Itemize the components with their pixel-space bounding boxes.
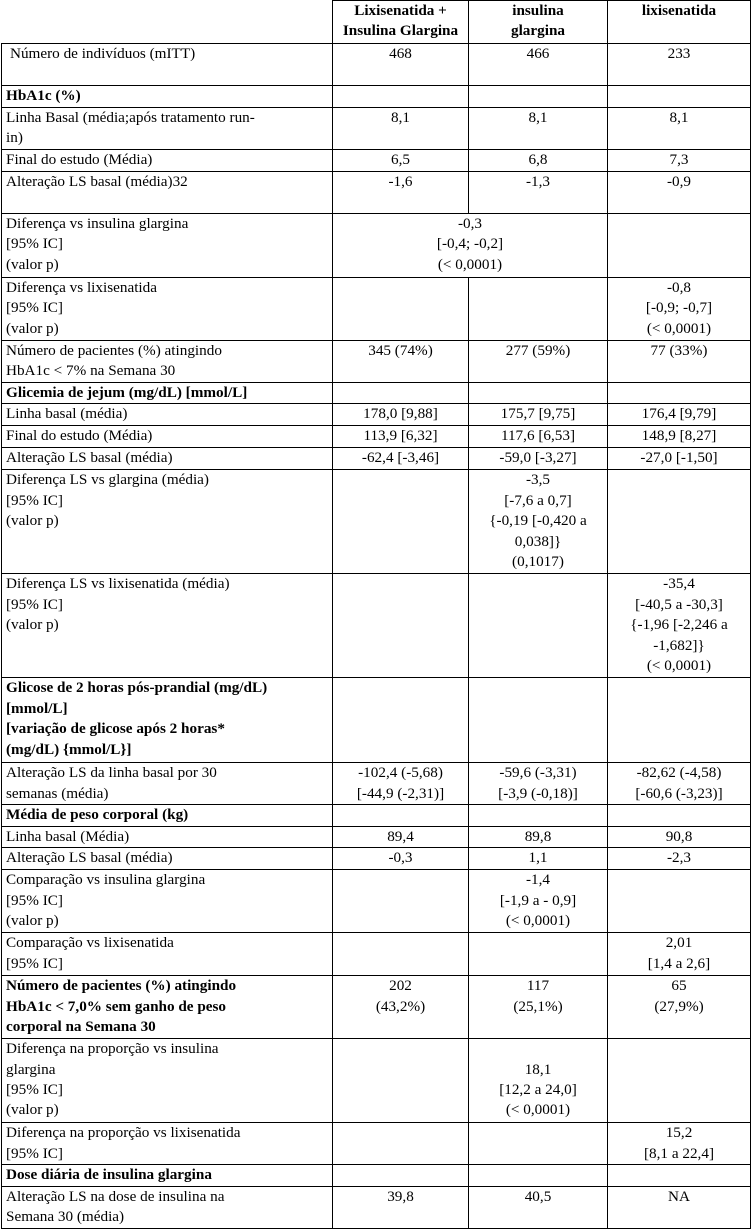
table-row [2,1123,751,1165]
table-row [2,172,751,214]
cell-value: 8,1 [333,108,469,150]
cell-value: 65 (27,9%) [608,976,751,1039]
cell-value: -0,3 [-0,4; -0,2] (< 0,0001) [333,214,608,278]
cell-value: -27,0 [-1,50] [608,448,751,470]
table-row [2,574,751,678]
cell-value: 1,1 [469,848,608,870]
cell-value: -1,4 [-1,9 a - 0,9] (< 0,0001) [469,870,608,933]
row-label: Diferença vs lixisenatida [95% IC] (valor p) [2,278,333,341]
row-label: Diferença LS vs lixisenatida (média) [95% IC] (valor p) [2,574,333,678]
header-insulina-glargina: insulina glargina [469,1,608,44]
cell-value: -0,3 [333,848,469,870]
cell-value: -0,8 [-0,9; -0,7] (< 0,0001) [608,278,751,341]
header-lixi-glargina: Lixisenatida + Insulina Glargina [333,1,469,44]
cell-value: 7,3 [608,150,751,172]
cell-value: 18,1 [12,2 a 24,0] (< 0,0001) [469,1039,608,1123]
table-row [2,1186,751,1228]
cell-value: 39,8 [333,1186,469,1228]
cell-value: 6,5 [333,150,469,172]
section-title: Número de pacientes (%) atingindo HbA1c < 7,0% sem ganho de peso corporal na Semana 30 [2,976,333,1039]
table-row [2,448,751,470]
cell-value: -102,4 (-5,68) [-44,9 (-2,31)] [333,763,469,805]
header-row [2,1,751,44]
cell-value: 2,01 [1,4 a 2,6] [608,933,751,976]
row-label: Número de indivíduos (mITT) [2,44,333,86]
cell-value: 175,7 [9,75] [469,404,608,426]
table-row [2,108,751,150]
header-lixisenatida: lixisenatida [608,1,751,44]
cell-value: 8,1 [608,108,751,150]
cell-value: 15,2 [8,1 a 22,4] [608,1123,751,1165]
section-title: Dose diária de insulina glargina [2,1165,333,1186]
cell-value: 113,9 [6,32] [333,426,469,448]
row-label: Número de pacientes (%) atingindo HbA1c < 7% na Semana 30 [2,341,333,383]
table-row [2,470,751,574]
row-label: Linha basal (média) [2,404,333,426]
section-row [2,678,751,763]
section-row [2,383,751,404]
cell-value: 277 (59%) [469,341,608,383]
section-row [2,86,751,108]
table-row [2,278,751,341]
section-row [2,976,751,1039]
section-title: HbA1c (%) [2,86,333,108]
table-row [2,404,751,426]
cell-value: 468 [333,44,469,86]
table-row [2,150,751,172]
table-row [2,763,751,805]
cell-value: -0,9 [608,172,751,214]
cell-value: 148,9 [8,27] [608,426,751,448]
row-label: Diferença na proporção vs lixisenatida [95% IC] [2,1123,333,1165]
cell-value: -2,3 [608,848,751,870]
cell-value: 77 (33%) [608,341,751,383]
section-title: Glicose de 2 horas pós-prandial (mg/dL) [mmol/L] [variação de glicose após 2 horas* (mg/dL) {mmol/L}] [2,678,333,763]
row-label: Alteração LS da linha basal por 30 semanas (média) [2,763,333,805]
cell-value: 466 [469,44,608,86]
section-title: Média de peso corporal (kg) [2,805,333,826]
section-row [2,1165,751,1186]
table-row [2,848,751,870]
cell-value: NA [608,1186,751,1228]
cell-value: 90,8 [608,826,751,847]
cell-value: 176,4 [9,79] [608,404,751,426]
cell-value: 233 [608,44,751,86]
table-row [2,933,751,976]
table-row [2,214,751,278]
cell-value: 89,4 [333,826,469,847]
table-row [2,341,751,383]
table-row [2,44,751,86]
table-row [2,826,751,847]
row-label: Alteração LS na dose de insulina na Semana 30 (média) [2,1186,333,1228]
row-label: Linha basal (Média) [2,826,333,847]
table-row [2,870,751,933]
cell-value: -1,6 [333,172,469,214]
row-label: Diferença na proporção vs insulina glargina [95% IC] (valor p) [2,1039,333,1123]
row-label: Alteração LS basal (média) [2,448,333,470]
cell-value: 117 (25,1%) [469,976,608,1039]
cell-value: 8,1 [469,108,608,150]
results-table [1,0,751,1229]
row-label: Final do estudo (Média) [2,426,333,448]
section-title: Glicemia de jejum (mg/dL) [mmol/L] [2,383,333,404]
cell-value: 345 (74%) [333,341,469,383]
row-label: Linha Basal (média;após tratamento run- in) [2,108,333,150]
row-label: Diferença LS vs glargina (média) [95% IC] (valor p) [2,470,333,574]
row-label: Alteração LS basal (média) [2,848,333,870]
cell-value: 178,0 [9,88] [333,404,469,426]
cell-value: 89,8 [469,826,608,847]
table-row [2,426,751,448]
row-label: Diferença vs insulina glargina [95% IC] (valor p) [2,214,333,278]
row-label: Alteração LS basal (média)32 [2,172,333,214]
cell-value: 117,6 [6,53] [469,426,608,448]
cell-value: -82,62 (-4,58) [-60,6 (-3,23)] [608,763,751,805]
cell-value: -3,5 [-7,6 a 0,7] {-0,19 [-0,420 a 0,038]} (0,1017) [469,470,608,574]
cell-value: -1,3 [469,172,608,214]
cell-value: -59,0 [-3,27] [469,448,608,470]
cell-value: 202 (43,2%) [333,976,469,1039]
table-row [2,1039,751,1123]
header-empty-cell [2,1,333,44]
cell-value: 40,5 [469,1186,608,1228]
row-label: Comparação vs insulina glargina [95% IC] (valor p) [2,870,333,933]
cell-value: -59,6 (-3,31) [-3,9 (-0,18)] [469,763,608,805]
cell-value: -35,4 [-40,5 a -30,3] {-1,96 [-2,246 a -1,682]} (< 0,0001) [608,574,751,678]
section-row [2,805,751,826]
row-label: Comparação vs lixisenatida [95% IC] [2,933,333,976]
row-label: Final do estudo (Média) [2,150,333,172]
cell-value: 6,8 [469,150,608,172]
cell-value: -62,4 [-3,46] [333,448,469,470]
